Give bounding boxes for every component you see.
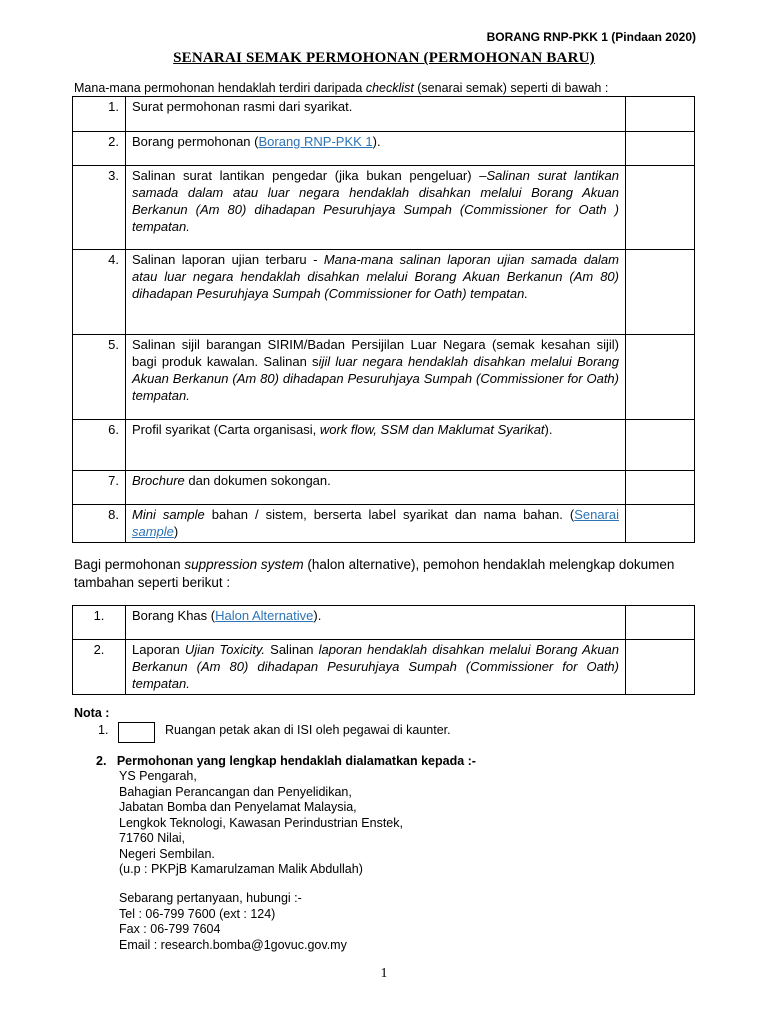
address-line: (u.p : PKPjB Kamarulzaman Malik Abdullah) <box>119 862 363 876</box>
borang-rnp-pkk1-link[interactable]: Borang RNP-PKK 1 <box>258 134 373 149</box>
row-text: Surat permohonan rasmi dari syarikat. <box>126 97 626 132</box>
check-box[interactable] <box>626 97 695 132</box>
extra-table <box>72 605 695 695</box>
contact-block <box>119 891 347 953</box>
check-box[interactable] <box>626 166 695 250</box>
row-text: Borang Khas (Halon Alternative). <box>126 606 626 640</box>
checklist-row <box>73 505 695 543</box>
sample-box <box>118 722 155 743</box>
row-text: Salinan laporan ujian terbaru - Mana-mana salinan laporan ujian samada dalam atau luar negara hendaklah disahkan melalui Borang Akuan Berkanun (Am 80) dihadapan Pesuruhjaya Sumpah (Commissioner for Oath) tempatan. <box>126 250 626 335</box>
row-text: Profil syarikat (Carta organisasi, work flow, SSM dan Maklumat Syarikat). <box>126 420 626 471</box>
row-number: 5. <box>73 335 126 420</box>
row-text: Salinan sijil barangan SIRIM/Badan Persijilan Luar Negara (semak kesahan sijil) bagi produk kawalan. Salinan sijil luar negara hendaklah disahkan melalui Borang Akuan Berkanun (Am 80) dihadapan Pesuruhjaya Sumpah (Commissioner for Oath) tempatan. <box>126 335 626 420</box>
row-text: Mini sample bahan / sistem, berserta label syarikat dan nama bahan. (Senarai sample) <box>126 505 626 543</box>
checklist-row <box>73 97 695 132</box>
row-number: 1. <box>73 606 126 640</box>
checklist-row <box>73 471 695 505</box>
suppression-paragraph: Bagi permohonan suppression system (halon alternative), pemohon hendaklah melengkap dokumen tambahan seperti berikut : <box>74 557 675 590</box>
address-line: 71760 Nilai, <box>119 831 186 845</box>
form-code: BORANG RNP-PKK 1 (Pindaan 2020) <box>486 30 696 44</box>
row-number: 1. <box>73 97 126 132</box>
checklist-row <box>73 132 695 166</box>
address-line: Lengkok Teknologi, Kawasan Perindustrian Enstek, <box>119 815 403 830</box>
nota-label: Nota : <box>74 706 110 720</box>
checklist-row <box>73 166 695 250</box>
checklist-row <box>73 250 695 335</box>
nota-2-heading: 2. Permohonan yang lengkap hendaklah dialamatkan kepada :- <box>96 754 476 768</box>
intro-after: (senarai semak) seperti di bawah : <box>413 81 609 95</box>
check-box[interactable] <box>626 471 695 505</box>
row-number: 6. <box>73 420 126 471</box>
row-number: 8. <box>73 505 126 543</box>
row-number: 2. <box>73 640 126 695</box>
row-number: 2. <box>73 132 126 166</box>
address-line: Jabatan Bomba dan Penyelamat Malaysia, <box>119 800 357 814</box>
check-box[interactable] <box>626 505 695 543</box>
intro-italic: checklist <box>365 81 414 95</box>
check-box[interactable] <box>626 420 695 471</box>
checklist-row <box>73 335 695 420</box>
row-text: Laporan Ujian Toxicity. Salinan laporan hendaklah disahkan melalui Borang Akuan Berkanun (Am 80) dihadapan Pesuruhjaya Sumpah (Commissioner for Oath) tempatan. <box>126 640 626 695</box>
row-text: Borang permohonan (Borang RNP-PKK 1). <box>126 132 626 166</box>
row-number: 3. <box>73 166 126 250</box>
address-line: Bahagian Perancangan dan Penyelidikan, <box>119 784 352 799</box>
senarai-sample-link[interactable]: Senarai sample <box>132 507 620 539</box>
check-box[interactable] <box>626 606 695 640</box>
check-box[interactable] <box>626 132 695 166</box>
address-line: Negeri Sembilan. <box>119 846 215 861</box>
check-box[interactable] <box>626 640 695 695</box>
contact-line: Fax : 06-799 7604 <box>119 922 221 936</box>
intro-before: Mana-mana permohonan hendaklah terdiri daripada <box>74 81 366 95</box>
extra-row <box>73 606 695 640</box>
contact-line: Tel : 06-799 7600 (ext : 124) <box>119 906 276 921</box>
address-line: YS Pengarah, <box>119 769 197 783</box>
page-number: 1 <box>380 966 388 981</box>
checklist-row <box>73 420 695 471</box>
nota-1-text: Ruangan petak akan di ISI oleh pegawai di kaunter. <box>165 723 451 737</box>
extra-row <box>73 640 695 695</box>
check-box[interactable] <box>626 250 695 335</box>
row-text: Salinan surat lantikan pengedar (jika bukan pengeluar) –Salinan surat lantikan samada dalam atau luar negara hendaklah disahkan melalui Borang Akuan Berkanun (Am 80) dihadapan Pesuruhjaya Sumpah (Commissioner for Oath ) tempatan. <box>126 166 626 250</box>
contact-line: Email : research.bomba@1govuc.gov.my <box>119 937 347 952</box>
address-block <box>119 769 403 878</box>
row-text: Brochure dan dokumen sokongan. <box>126 471 626 505</box>
row-number: 7. <box>73 471 126 505</box>
halon-alternative-link[interactable]: Halon Alternative <box>215 608 314 623</box>
nota-1-number: 1. <box>98 723 109 737</box>
contact-line: Sebarang pertanyaan, hubungi :- <box>119 891 302 905</box>
row-number: 4. <box>73 250 126 335</box>
page-title: SENARAI SEMAK PERMOHONAN (PERMOHONAN BARU) <box>173 50 595 66</box>
check-box[interactable] <box>626 335 695 420</box>
checklist-table <box>72 96 695 543</box>
intro-text <box>74 81 608 95</box>
